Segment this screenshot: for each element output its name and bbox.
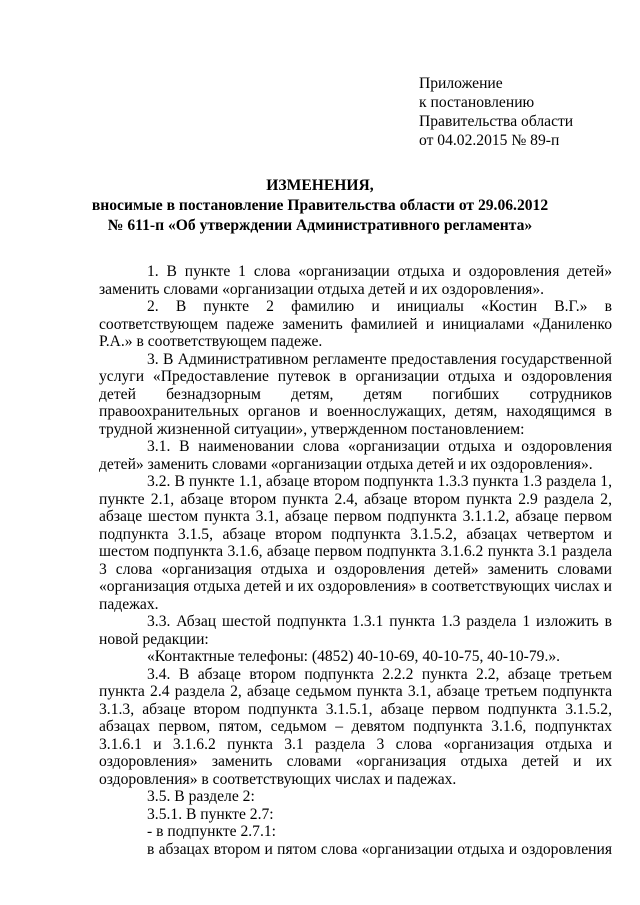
paragraph: «Контактные телефоны: (4852) 40-10-69, 40-10-75, 40-10-79.». — [147, 648, 561, 665]
annex-line: к постановлению — [419, 94, 535, 111]
paragraph: 3.4. В абзаце втором подпункта 2.2.2 пункта 2.2, абзаце третьем пункта 2.4 раздела 2, абзаце седьмом пункта 3.1, абзаце третьем подпункта 3.1.3, абзаце втором подпункта 3.1.5.1, абзаце первом подпункта 3.1.5.2, абзацах первом, пятом, седьмом – девятом подпункта 3.1.6, подпунктах 3.1.6.1 и 3.1.6.2 пункта 3.1 раздела 3 слова «организация отдыха и оздоровления» заменить словами «организация отдыха детей и их оздоровления» в соответствующих числах и падежах. — [99, 665, 612, 788]
paragraph: в абзацах втором и пятом слова «организации отдыха и оздоровления — [147, 840, 612, 858]
document-body — [99, 263, 612, 858]
paragraph: 2. В пункте 2 фамилию и инициалы «Костин В.Г.» в соответствующем падеже заменить фамилией и инициалами «Даниленко Р.А.» в соответствующем падеже. — [99, 298, 612, 350]
paragraph: 3.5. В разделе 2: — [147, 788, 255, 805]
annex-line: Приложение — [419, 75, 503, 92]
title-line: ИЗМЕНЕНИЯ, — [266, 177, 374, 194]
annex-line: от 04.02.2015 № 89-п — [419, 132, 560, 149]
annex-line: Правительства области — [419, 113, 574, 130]
paragraph: 3.1. В наименовании слова «организации отдыха и оздоровления детей» заменить словами «организации отдыха детей и их оздоровления». — [99, 438, 612, 473]
paragraph: 1. В пункте 1 слова «организации отдыха и оздоровления детей» заменить словами «организации отдыха детей и их оздоровления». — [99, 263, 612, 298]
paragraph: 3.5.1. В пункте 2.7: — [147, 805, 274, 823]
title-line: вносимые в постановление Правительства области от 29.06.2012 — [91, 197, 549, 214]
paragraph: 3.2. В пункте 1.1, абзаце втором подпункта 1.3.3 пункта 1.3 раздела 1, пункте 2.1, абзаце втором пункта 2.4, абзаце втором пункта 2.9 раздела 2, абзаце шестом пункта 3.1, абзаце первом подпункта 3.1.1.2, абзаце первом подпункта 3.1.5, абзаце втором подпункта 3.1.5.2, абзацах четвертом и шестом подпункта 3.1.6, абзаце первом подпункта 3.1.6.2 пункта 3.1 раздела 3 слова «организация отдыха и оздоровления детей» заменить словами «организация отдыха детей и их оздоровления» в соответствующих числах и падежах. — [99, 473, 612, 613]
annex-block — [419, 74, 573, 150]
paragraph: - в подпункте 2.7.1: — [147, 823, 276, 840]
paragraph: 3. В Административном регламенте предоставления государственной услуги «Предоставление путевок в организации отдыха и оздоровления детей безнадзорным детям, детям погибших сотрудников правоохранительных органов и военнослужащих, детям, находящимся в трудной жизненной ситуации», утвержденном постановлением: — [99, 350, 612, 438]
paragraph: 3.3. Абзац шестой подпункта 1.3.1 пункта 1.3 раздела 1 изложить в новой редакции: — [99, 613, 612, 648]
title-line: № 611-п «Об утверждении Административного регламента» — [107, 217, 533, 234]
document-title — [0, 176, 640, 236]
